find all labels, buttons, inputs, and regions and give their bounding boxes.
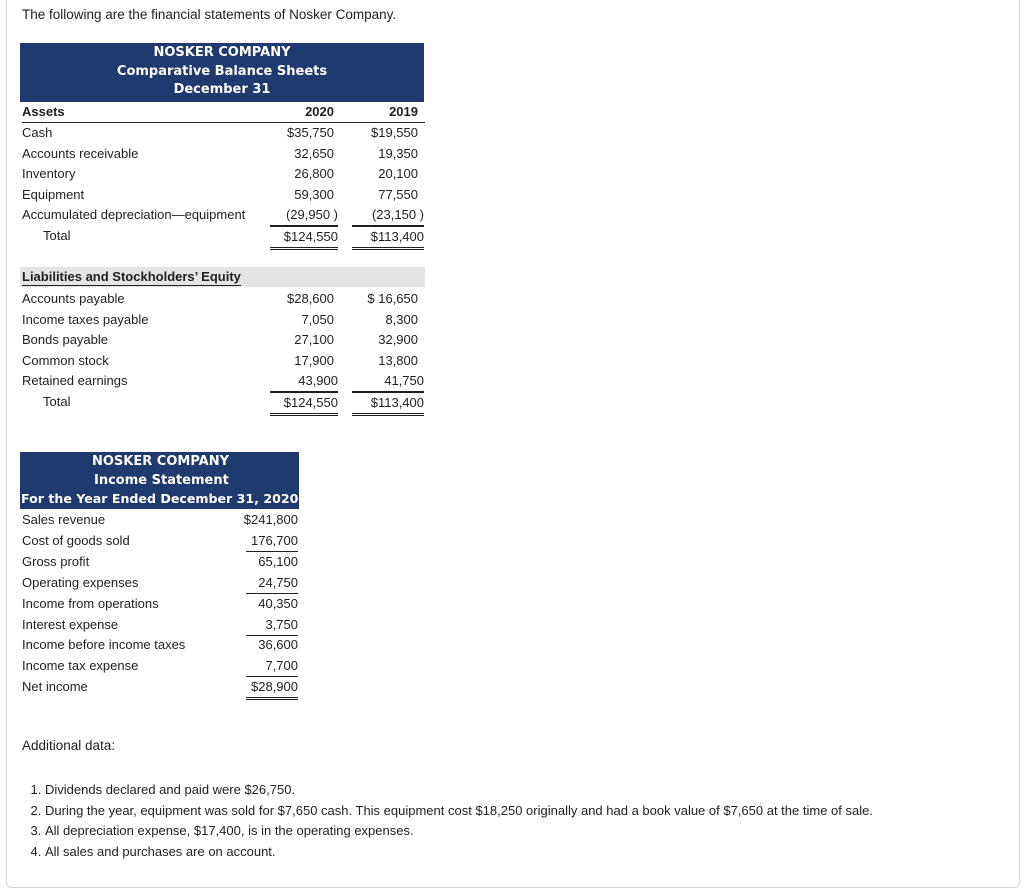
income-row-label: Net income xyxy=(22,679,88,695)
value-2019: 19,350 xyxy=(378,145,418,161)
value-2020: 43,900 xyxy=(270,371,338,392)
value-2020: $124,550 xyxy=(270,226,338,250)
income-row-value: $241,800 xyxy=(243,512,298,527)
income-statement-title-block xyxy=(20,453,299,509)
value-2020: $124,550 xyxy=(270,392,338,416)
is-title-statement: Income Statement xyxy=(94,472,229,488)
income-row-label: Income tax expense xyxy=(22,658,139,674)
income-row-value: 36,600 xyxy=(258,637,298,653)
row-label: Bonds payable xyxy=(22,332,109,347)
value-2020: 7,050 xyxy=(301,311,334,327)
row-label: Accumulated depreciation—equipment xyxy=(22,207,246,222)
income-row-label: Gross profit xyxy=(22,553,90,569)
income-row-value: 3,750 xyxy=(246,615,298,636)
balance-sheet-title-block xyxy=(20,44,424,102)
income-row-label: Interest expense xyxy=(22,616,119,632)
bs-title-statement: Comparative Balance Sheets xyxy=(116,63,328,79)
income-row-value: 65,100 xyxy=(258,553,298,569)
value-2019: 13,800 xyxy=(378,352,418,368)
col-2020-header: 2020 xyxy=(305,104,334,119)
note-item: 4. All sales and purchases are on account. xyxy=(45,842,873,863)
value-2020: 17,900 xyxy=(294,352,334,368)
value-2019: $ 16,650 xyxy=(367,291,418,306)
bs-title-date: December 31 xyxy=(173,82,271,97)
value-2020: (29,950 ) xyxy=(270,205,338,226)
bs-title-company: NOSKER COMPANY xyxy=(153,45,291,60)
col-2019-header: 2019 xyxy=(389,104,418,119)
is-title-period: For the Year Ended December 31, 2020 xyxy=(21,491,299,506)
value-2019: $19,550 xyxy=(371,125,418,140)
note-item: 1. Dividends declared and paid were $26,750. xyxy=(45,780,873,801)
row-label: Cash xyxy=(22,125,53,140)
income-statement-table xyxy=(20,510,300,700)
income-row-label: Sales revenue xyxy=(22,512,106,527)
income-row-label: Income from operations xyxy=(22,595,159,611)
assets-label: Assets xyxy=(22,104,65,119)
income-row-label: Operating expenses xyxy=(22,574,139,590)
balance-sheet-table xyxy=(20,102,425,422)
additional-notes-list xyxy=(20,780,873,862)
liabilities-heading xyxy=(22,267,241,287)
value-2019: $113,400 xyxy=(352,226,424,250)
row-label: Common stock xyxy=(22,352,109,368)
value-2020: 32,650 xyxy=(294,145,334,161)
additional-data-label: Additional data: xyxy=(22,738,116,753)
value-2019: 77,550 xyxy=(378,186,418,202)
liabilities-label: Liabilities and Stockholders’ Equity xyxy=(22,269,241,284)
row-label: Total xyxy=(43,393,71,409)
row-label: Accounts receivable xyxy=(22,145,139,161)
row-label: Equipment xyxy=(22,186,85,202)
value-2020: 27,100 xyxy=(294,332,334,347)
income-row-label: Income before income taxes xyxy=(22,637,186,653)
value-2019: 41,750 xyxy=(352,371,424,392)
value-2019: 32,900 xyxy=(378,332,418,347)
row-label: Inventory xyxy=(22,166,76,181)
income-row-value: 7,700 xyxy=(246,656,298,677)
row-label: Income taxes payable xyxy=(22,311,149,327)
note-item: 3. All depreciation expense, $17,400, is in the operating expenses. xyxy=(45,821,873,842)
income-row-value: 176,700 xyxy=(246,531,298,552)
value-2019: 20,100 xyxy=(378,166,418,181)
row-label: Retained earnings xyxy=(22,373,128,388)
income-row-value: 40,350 xyxy=(258,595,298,611)
is-title-company: NOSKER COMPANY xyxy=(92,454,230,469)
value-2019: $113,400 xyxy=(352,392,424,416)
value-2020: 26,800 xyxy=(294,166,334,181)
income-row-label: Cost of goods sold xyxy=(22,532,130,548)
row-label: Total xyxy=(43,227,71,243)
income-row-value: 24,750 xyxy=(246,573,298,594)
row-label: Accounts payable xyxy=(22,291,125,306)
value-2020: $35,750 xyxy=(287,125,334,140)
value-2019: 8,300 xyxy=(385,311,418,327)
value-2019: (23,150 ) xyxy=(352,205,424,226)
intro-text: The following are the financial statements of Nosker Company. xyxy=(22,7,397,22)
value-2020: $28,600 xyxy=(287,291,334,306)
income-row-value: $28,900 xyxy=(246,677,298,700)
note-item: 2. During the year, equipment was sold for $7,650 cash. This equipment cost $18,250 originally and had a book value of $7,650 at the time of sale. xyxy=(45,801,873,822)
value-2020: 59,300 xyxy=(294,186,334,202)
